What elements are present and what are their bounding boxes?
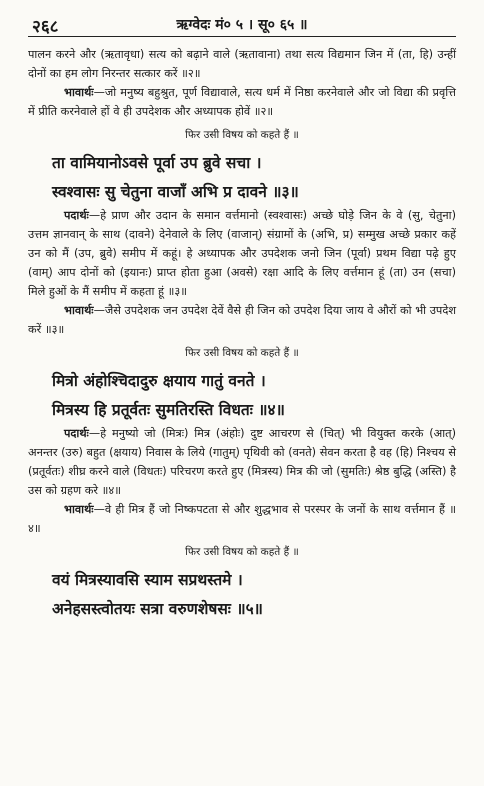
paragraph: पालन करने और (ऋतावृधा) सत्य को बढ़ाने वाले (ऋतावाना) तथा सत्य विद्यमान जिन में (ता, हि) उन्हीं दोनों का हम लोग निरन्तर सत्कार करें ॥२॥ <box>28 48 456 80</box>
padartha-label: पदार्थः <box>64 427 89 440</box>
bhavartha-text: —वे ही मित्र हैं जो निष्कपटता से और शुद्धभाव से परस्पर के जनों के साथ वर्त्तमान हैं ॥४॥ <box>28 503 456 535</box>
padartha-paragraph <box>28 424 456 500</box>
padartha-paragraph <box>28 206 456 301</box>
padartha-label: पदार्थः <box>64 209 89 222</box>
section-heading: फिर उसी विषय को कहते हैं ॥ <box>185 546 299 558</box>
section-heading: फिर उसी विषय को कहते हैं ॥ <box>185 129 299 141</box>
running-title: ऋग्वेदः मं० ५ । सू० ६५ ॥ <box>176 17 308 33</box>
page-header <box>28 10 456 37</box>
bhavartha-label: भावार्थः <box>64 304 94 317</box>
mantra-line: ता वामियानोऽवसे पूर्वा उप ब्रुवे सचा । <box>52 153 262 172</box>
mantra-line: मित्रो अंहोश्चिदादुरु क्षयाय गातुं वनते । <box>52 371 266 390</box>
bhavartha-text: —जो मनुष्य बहुश्रुत, पूर्ण विद्यावाले, सत्य धर्म में निष्ठा करनेवाले और जो विद्या की प्रवृत्ति में प्रीति करनेवाले हों वे ही उपदेशक और अध्यापक होवें ॥२॥ <box>28 86 456 118</box>
mantra-line: मित्रस्य हि प्रतूर्वतः सुमतिरस्ति विधतः ॥४॥ <box>52 400 285 419</box>
mantra-line: वयं मित्रस्यावसि स्याम सप्रथस्तमे । <box>52 570 243 589</box>
bhavartha-label: भावार्थः <box>64 503 94 516</box>
section-heading: फिर उसी विषय को कहते हैं ॥ <box>185 347 299 359</box>
padartha-text: —हे प्राण और उदान के समान वर्त्तमानो (स्वश्वासः) अच्छे घोड़े जिन के वे (सु, चेतुना) उत्तम ज्ञानवान् के साथ (दावने) देनेवाले के लिए (वाजान्) संग्रामों के (अभि, प्र) सम्मुख अच्छे प्रकार कहें उन को मैं (उप, ब्रुवे) समीप में कहूं। हे अध्यापक और उपदेशक जनो जिन (पूर्वा) प्रथम विद्या पढ़े हुए (वाम्) आप दोनों को (इयानः) प्राप्त होता हुआ (अवसे) रक्षा आदि के लिए वर्त्तमान हूं (ता) उन (सचा) मिले हुओं के मैं समीप में कहता हूं ॥३॥ <box>28 209 456 298</box>
bhavartha-paragraph <box>28 500 456 538</box>
page-number: २६८ <box>32 17 59 37</box>
bhavartha-text: —जैसे उपदेशक जन उपदेश देवें वैसे ही जिन को उपदेश दिया जाय वे औरों को भी उपदेश करें ॥३॥ <box>28 304 456 336</box>
bhavartha-paragraph <box>28 301 456 339</box>
mantra-line: अनेहसस्त्वोतयः सत्रा वरुणशेषसः ॥५॥ <box>52 599 263 618</box>
bhavartha-label: भावार्थः <box>64 86 94 99</box>
page-body <box>28 45 456 623</box>
padartha-text: —हे मनुष्यो जो (मित्रः) मित्र (अंहोः) दुष्ट आचरण से (चित्) भी वियुक्त करके (आत्) अनन्तर (उरु) बहुत (क्षयाय) निवास के लिये (गातुम्) पृथिवी को (वनते) सेवन करता है वह (हि) निश्चय से (प्रतूर्वतः) शीघ्र करने वाले (विधतः) परिचरण करते हुए (मित्रस्य) मित्र की जो (सुमतिः) श्रेष्ठ बुद्धि (अस्ति) है उस को ग्रहण करे ॥४॥ <box>28 427 456 497</box>
mantra-line: स्वश्वासः सु चेतुना वाजाँ अभि प्र दावने ॥३॥ <box>52 182 299 201</box>
bhavartha-paragraph <box>28 83 456 121</box>
